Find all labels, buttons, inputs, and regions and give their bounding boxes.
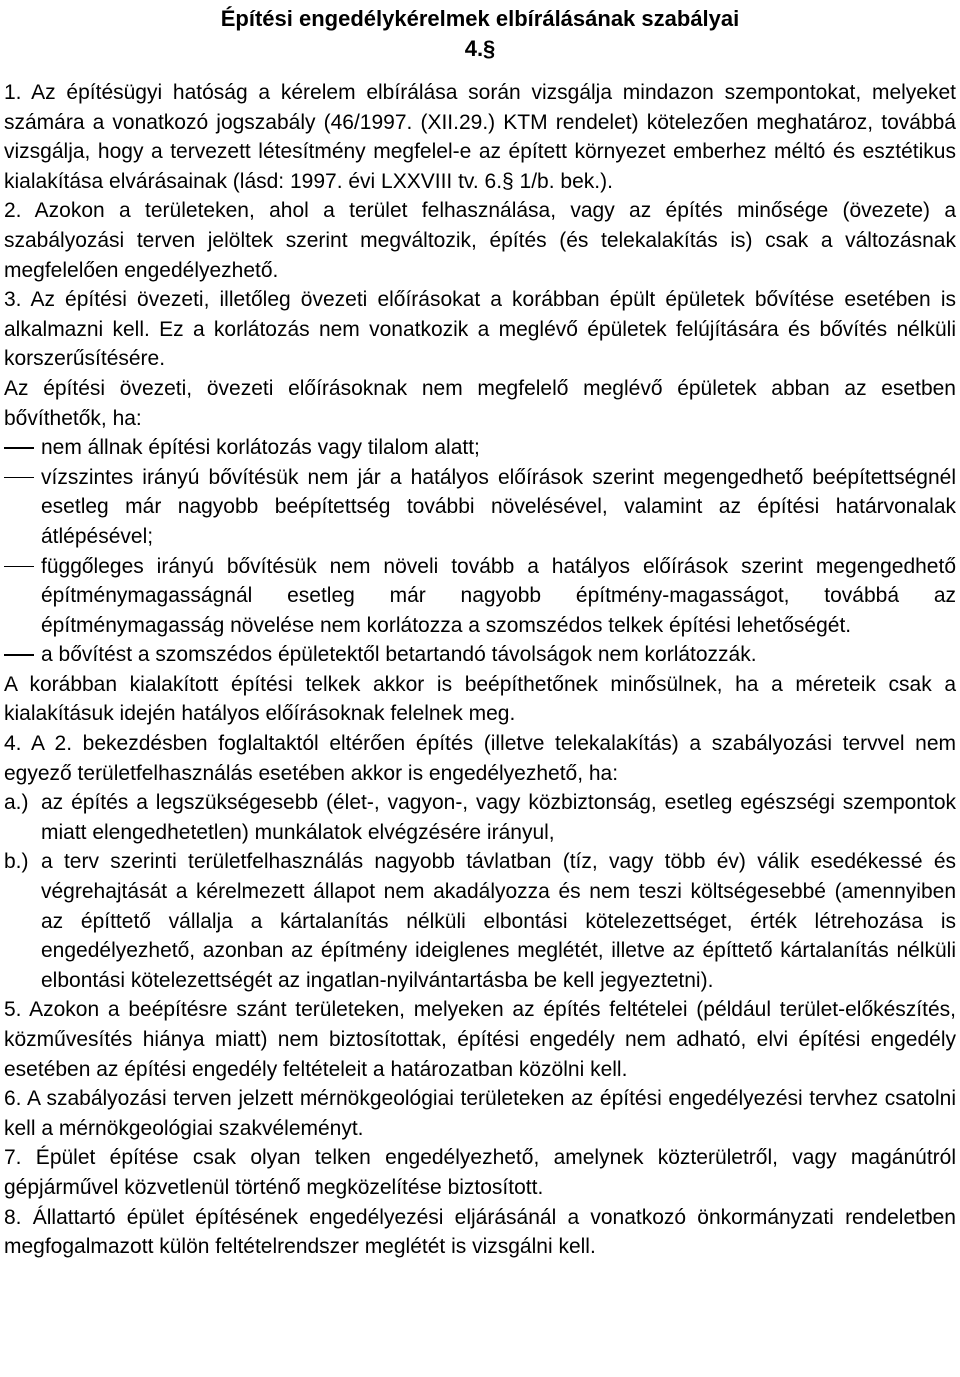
- paragraph-4: 4. A 2. bekezdésben foglaltaktól eltérően építés (illetve telekalakítás) a szabályozási tervvel nem egyező területfelhasználás esetében akkor is engedélyezhető, ha:: [4, 732, 956, 785]
- document-body: [0, 78, 960, 1262]
- paragraph-8: 8. Állattartó épület építésének engedélyezési eljárásánál a vonatkozó önkormányzati rendeletben megfogalmazott külön feltételrendszer meglétét is vizsgálni kell.: [4, 1205, 956, 1259]
- condition-list-item: [4, 640, 956, 670]
- paragraph-3: 3. Az építési övezeti, illetőleg övezeti előírásokat a korábban épült épületek bővítése esetében is alkalmazni kell. Ez a korlátozás nem vonatkozik a meglévő épületek felújítására és bővítés nélküli korszerűsítésére.: [4, 288, 956, 371]
- condition-text: nem állnak építési korlátozás vagy tilalom alatt;: [41, 436, 480, 460]
- condition-text: függőleges irányú bővítésük nem növeli tovább a hatályos előírások szerint megengedhető építménymagasságnál esetleg már nagyobb építmény-magasságot, továbbá az építménymagasság növelése nem korlátozza a szomszédos telkek építési lehetőségét.: [41, 554, 956, 637]
- condition-list-item: [4, 433, 956, 463]
- condition-list-item: [4, 463, 956, 552]
- paragraph-1: 1. Az építésügyi hatóság a kérelem elbírálása során vizsgálja mindazon szempontokat, melyeket számára a vonatkozó jogszabály (46/1997. (XII.29.) KTM rendelet) kötelezően meghatároz, továbbá vizsgálja, hogy a tervezett létesítmény megfelel-e az épített környezet emberhez méltó és esztétikus kialakítása elvárásainak (lásd: 1997. évi LXXVIII tv. 6.§ 1/b. bek.).: [4, 81, 956, 193]
- paragraph-3-plot-note: A korábban kialakított építési telkek akkor is beépíthetőnek minősülnek, ha a méreteik csak a kialakításuk idején hatályos előírásoknak felelnek meg.: [4, 672, 956, 726]
- dash-bullet-icon: [4, 477, 34, 478]
- paragraph-3-conditions-intro: Az építési övezeti, övezeti előírásoknak nem megfelelő meglévő épületek abban az esetben bővíthetők, ha:: [4, 376, 956, 430]
- dash-bullet-icon: [4, 447, 34, 448]
- item-text: az építés a legszükségesebb (élet-, vagyon-, vagy közbiztonság, esetleg egészségi szempontok miatt elengedhetetlen) munkálatok elvégzésére irányul,: [41, 791, 956, 844]
- dash-bullet-icon: [4, 566, 34, 567]
- lettered-item-a: [4, 788, 956, 847]
- paragraph-2: 2. Azokon a területeken, ahol a terület felhasználása, vagy az építés minősége (övezete) a szabályozási terven jelöltek szerint megváltozik, építés (és telekalakítás is) csak a változásnak megfelelően engedélyezhető.: [4, 199, 956, 282]
- paragraph-6: 6. A szabályozási terven jelzett mérnökgeológiai területeken az építési engedélyezési tervhez csatolni kell a mérnökgeológiai szakvéleményt.: [4, 1087, 956, 1140]
- condition-list-item: [4, 552, 956, 641]
- item-marker: a.): [4, 791, 29, 815]
- dash-bullet-icon: [4, 654, 34, 655]
- item-marker: b.): [4, 850, 29, 874]
- lettered-item-b: [4, 847, 956, 995]
- document-title: Építési engedélykérelmek elbírálásának szabályai: [220, 6, 740, 31]
- condition-text: a bővítést a szomszédos épületektől betartandó távolságok nem korlátozzák.: [41, 643, 757, 667]
- paragraph-7: 7. Épület építése csak olyan telken engedélyezhető, amelynek közterületről, vagy magánútról gépjárművel közvetlenül történő megközelítése biztosított.: [4, 1146, 956, 1199]
- item-text: a terv szerinti területfelhasználás nagyobb távlatban (tíz, vagy több év) válik esedékessé és végrehajtását a kérelmezett állapot nem akadályozza és nem teszi költségesebbé (amennyiben az építtető vállalja a kártalanítás nélküli elbontási kötelezettséget, érték létrehozása is engedélyezhető, azonban az építmény ideiglenes meglétét, illetve az építtető kártalanítás nélküli elbontási kötelezettségét az ingatlan-nyilvántartásba be kell jegyeztetni).: [41, 850, 956, 992]
- condition-text: vízszintes irányú bővítésük nem jár a hatályos előírások szerint megengedhető beépítettségnél esetleg már nagyobb beépítettség további növelésével, valamint az építési határvonalak átlépésével;: [41, 465, 956, 548]
- paragraph-5: 5. Azokon a beépítésre szánt területeken, melyeken az építés feltételei (például terület-előkészítés, közművesítés hiánya miatt) nem biztosítottak, építési engedély nem adható, elvi építési engedély esetében az építési engedély feltételeit a határozatban közölni kell.: [4, 998, 956, 1081]
- section-number: 4.§: [464, 36, 496, 61]
